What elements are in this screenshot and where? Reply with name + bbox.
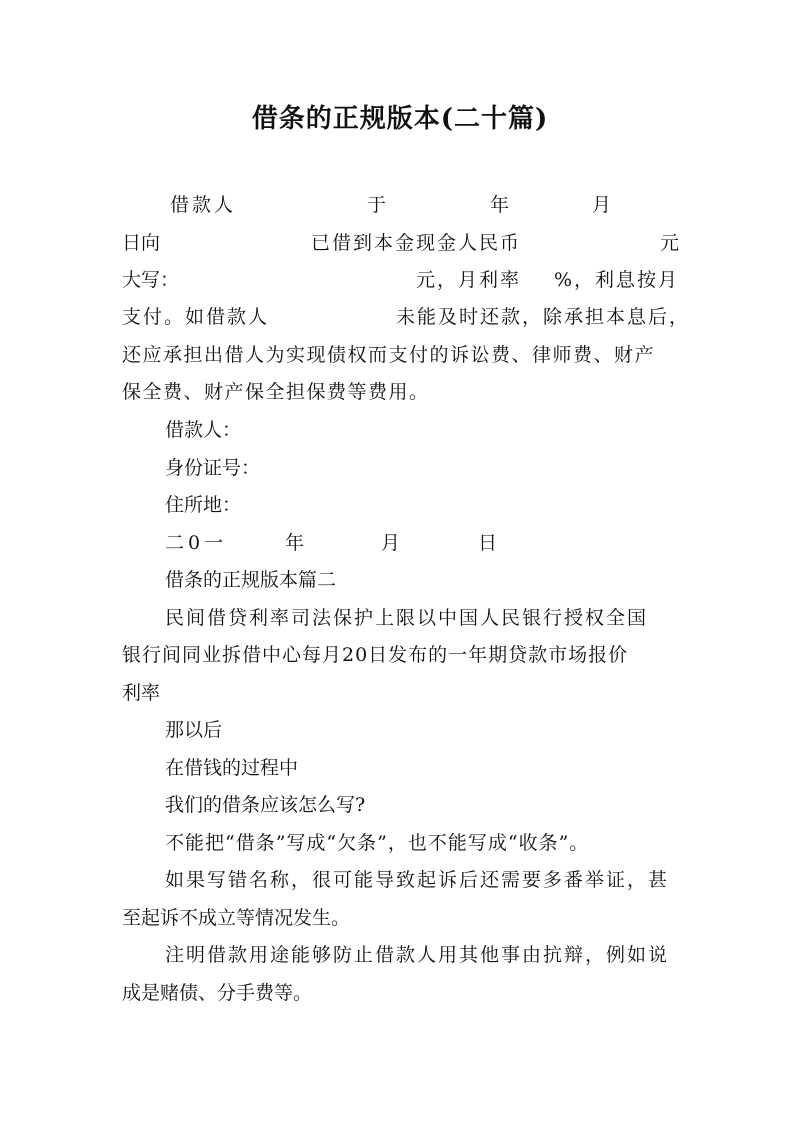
para1-line3	[0, 268, 800, 292]
para3-line1: 如果写错名称，很可能导致起诉后还需要多番举证，甚	[165, 869, 670, 891]
naming-rule-line: 不能把“借条”写成“欠条”，也不能写成“收条”。	[165, 832, 590, 854]
date-day-word: 日	[478, 532, 498, 554]
date-year-word: 年	[285, 532, 305, 554]
para2-line1: 民间借贷利率司法保护上限以中国人民银行授权全国	[165, 607, 649, 629]
document-title: 借条的正规版本(二十篇)	[251, 104, 549, 134]
para4-line2: 成是赌债、分手费等。	[122, 982, 313, 1004]
capital-label: 大写：	[122, 269, 180, 291]
section2-title: 借条的正规版本篇二	[165, 569, 337, 591]
para2-line3: 利率	[122, 682, 161, 704]
borrower-label: 借款人：	[165, 419, 242, 441]
on-word: 于	[367, 194, 387, 216]
para1-line1	[0, 193, 800, 217]
question-line: 我们的借条应该怎么写?	[165, 794, 366, 816]
para4-line1: 注明借款用途能够防止借款人用其他事由抗辩，例如说	[165, 944, 670, 966]
yuan-word: 元	[660, 232, 680, 254]
day-to-text: 日向	[122, 232, 161, 254]
payment-text: 支付。如借款人	[122, 306, 270, 328]
para1-line2	[0, 231, 800, 255]
para1-line5: 还应承担出借人为实现债权而支付的诉讼费、律师费、财产	[122, 344, 656, 366]
after-that-line: 那以后	[165, 719, 223, 741]
para3-line2: 至起诉不成立等情况发生。	[122, 907, 351, 929]
overdue-text: 未能及时还款，除承担本息后，	[396, 306, 691, 328]
monthly-rate-text: 元，月利率	[416, 269, 522, 291]
borrowed-principal-text: 已借到本金现金人民币	[311, 232, 522, 254]
borrower-word: 借款人	[170, 194, 237, 216]
process-line: 在借钱的过程中	[165, 757, 299, 779]
date-line	[0, 531, 800, 555]
address-label: 住所地：	[165, 494, 242, 516]
id-number-label: 身份证号：	[165, 457, 261, 479]
interest-monthly-text: %，利息按月	[554, 269, 680, 291]
para2-line2: 银行间同业拆借中心每月20日发布的一年期贷款市场报价	[122, 644, 629, 666]
date-month-word: 月	[381, 532, 401, 554]
date-year-prefix: 二0一	[165, 532, 228, 554]
year-word: 年	[490, 194, 510, 216]
month-word: 月	[592, 194, 612, 216]
para1-line6: 保全费、财产保全担保费等费用。	[122, 381, 430, 403]
para1-line4	[0, 305, 800, 329]
